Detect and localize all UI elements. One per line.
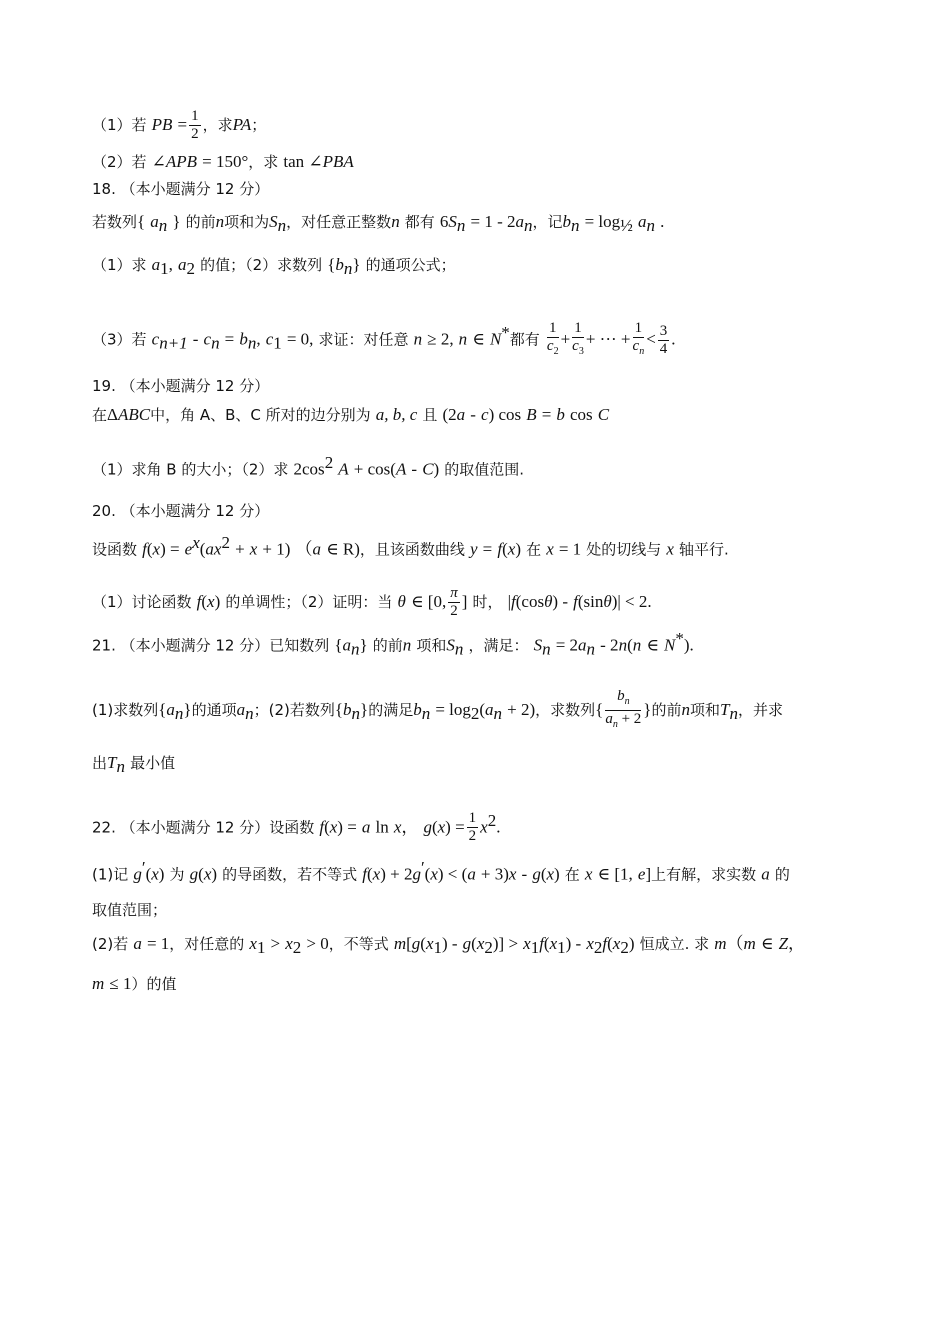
q21-line1: 21. （本小题满分 12 分）已知数列 $\{a_n\}$ 的前n 项和$S_n$ ，满足： $S_n = 2a_n - 2n(n$ ∈ N*). (92, 629, 694, 659)
q22-line1: 22. （本小题满分 12 分）设函数 f(x) = a ln x， g(x) = $\frac{1}{2}$ $x^2$. (92, 810, 501, 845)
q21-line3: 出$T_n$ 最小值 (92, 753, 176, 777)
q19-line2: （1）求角 B 的大小；（2）求 $2\cos^2$ A + cos(A - C) 的取值范围. (92, 453, 525, 479)
q20-line2: （1）讨论函数 f(x) 的单调性；（2）证明：当 θ ∈ [0, $\frac{\pi}{2}$ ] 时， |f(cosθ) - f(sinθ)| < 2. (92, 585, 652, 619)
q20-line1: 设函数 $f(x) = e^x(ax^2 + x + 1)$ （a ∈ R)，且该函数曲线 y = f(x) 在 x = 1 处的切线与 x 轴平行. (92, 533, 729, 559)
q20-header: 20. （本小题满分 12 分） (92, 502, 270, 520)
q17-part2: （2）若 ∠APB = 150°，求 tan ∠PBA (92, 152, 354, 171)
q18-line1: 若数列{ $a_n$ } 的前n项和为$S_n$，对任意正整数n 都有 $6S_n = 1 - 2a_n$，记$b_n = \log_{\frac{1}{2}} a_n$ . (92, 212, 665, 236)
q21-line2: (1)求数列$\{a_n\}$的通项$a_n$；(2)若数列$\{b_n\}$的满足$b_n = \log_2(a_n + 2)$，求数列{ $\frac{b_n}{a_n + 2}$ }的前n项和$T_n$，并求 (92, 688, 783, 730)
q19-header: 19. （本小题满分 12 分） (92, 377, 270, 395)
q22-line2: (1)记 g′(x) 为 g(x) 的导函数，若不等式 f(x) + 2g′(x) < (a + 3)x - g(x) 在 x ∈ [1, e]上有解，求实数 a 的 (92, 858, 790, 884)
q22-line4: (2)若 a = 1，对任意的 $x_1 > x_2 > 0$，不等式 $m[g(x_1) - g(x_2)] > x_1f(x_1) - x_2f(x_2)$ 恒成立. 求 m（m ∈ Z， (92, 934, 806, 958)
q18-header: 18. （本小题满分 12 分） (92, 180, 270, 198)
q19-line1: 在ΔABC中，角 A、B、C 所对的边分别为 a, b, c 且 (2a - c) cos B = b cos C (92, 405, 610, 424)
q22-line3: 取值范围； (92, 901, 168, 919)
q18-line3: （3）若 $c_{n+1} - c_n = b_n$, $c_1 = 0$, 求证：对任意 n ≥ 2, n ∈ N*都有 $\frac{1}{c_2}$ + $\frac{1}{c_3}$ + ··· + $\frac{1}{c_n}$ < $\frac{3}{4}$ . (92, 320, 676, 357)
q22-line5: m ≤ 1）的值 (92, 974, 177, 993)
q18-line2: （1）求 $a_1$, $a_2$ 的值；（2）求数列 $\{b_n\}$ 的通项公式； (92, 255, 456, 279)
q17-part1: （1）若 PB = $\frac{1}{2}$ ，求PA； (92, 108, 267, 142)
